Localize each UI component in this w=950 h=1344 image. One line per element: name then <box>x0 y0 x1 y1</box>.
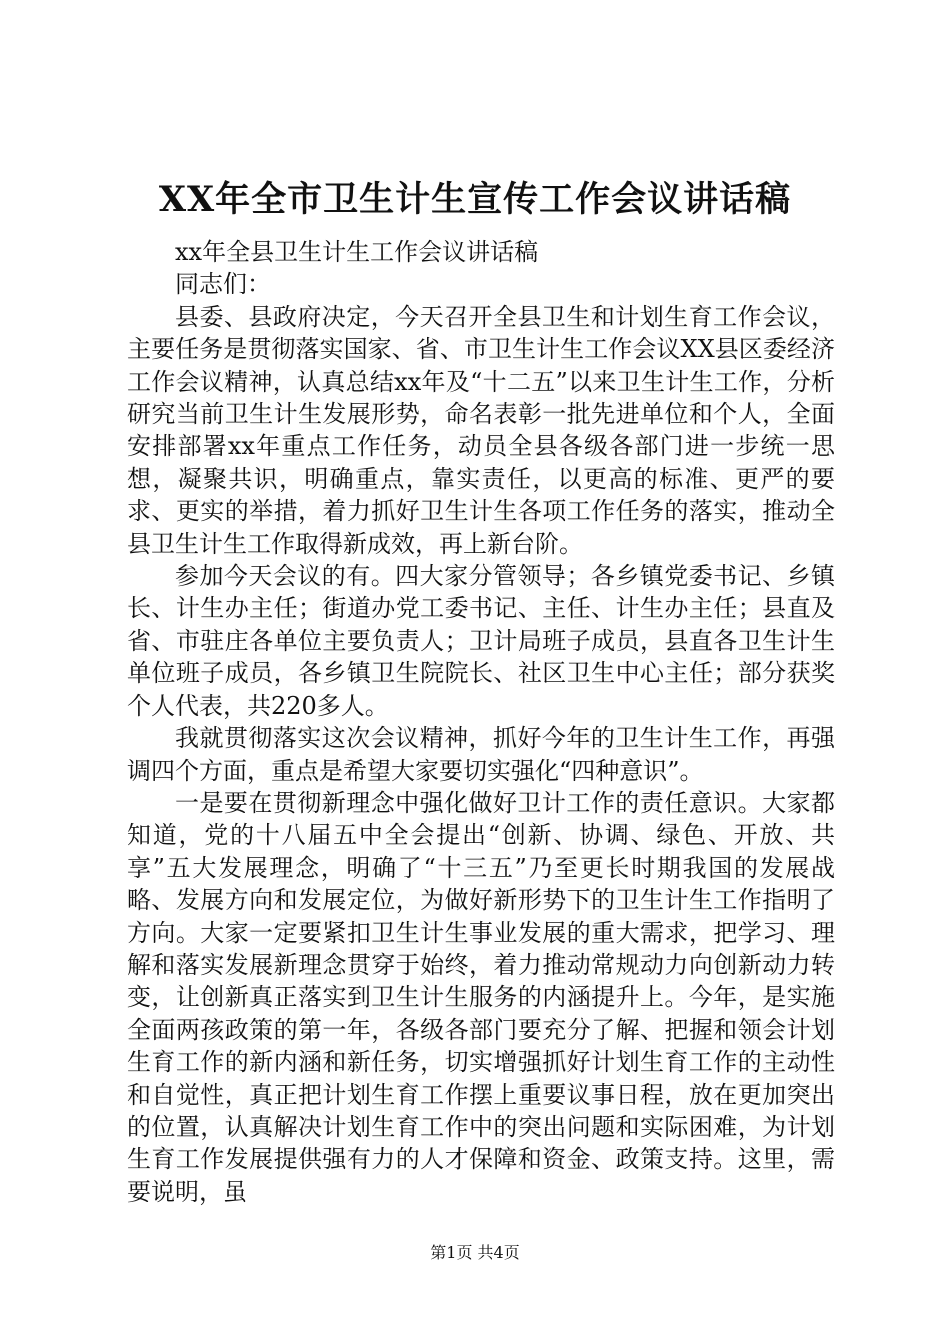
document-title: XX年全市卫生计生宣传工作会议讲话稿 <box>158 179 792 220</box>
document-body <box>127 236 835 1208</box>
salutation-line: 同志们： <box>175 270 271 299</box>
paragraph-emphasis: 我就贯彻落实这次会议精神，抓好今年的卫生计生工作，再强调四个方面，重点是希望大家要切实强化“四种意识”。 <box>127 724 835 785</box>
page-number-footer: 第1页 共4页 <box>430 1243 520 1262</box>
subtitle-line: xx年全县卫生计生工作会议讲话稿 <box>175 238 539 266</box>
paragraph-attendees: 参加今天会议的有。四大家分管领导；各乡镇党委书记、乡镇长、计生办主任；街道办党工委书记、主任、计生办主任；县直及省、市驻庄各单位主要负责人；卫计局班子成员，县直各卫生计生单位班子成员，各乡镇卫生院院长、社区卫生中心主任；部分获奖个人代表，共220多人。 <box>127 562 835 720</box>
paragraph-intro: 县委、县政府决定，今天召开全县卫生和计划生育工作会议，主要任务是贯彻落实国家、省、市卫生计生工作会议XX县区委经济工作会议精神，认真总结xx年及“十二五”以来卫生计生工作，分析研究当前卫生计生发展形势，命名表彰一批先进单位和个人，全面安排部署xx年重点工作任务，动员全县各级各部门进一步统一思想，凝聚共识，明确重点，靠实责任，以更高的标准、更严的要求、更实的举措，着力抓好卫生计生各项工作任务的落实，推动全县卫生计生工作取得新成效，再上新台阶。 <box>127 302 835 558</box>
paragraph-point-one: 一是要在贯彻新理念中强化做好卫计工作的责任意识。大家都知道，党的十八届五中全会提出“创新、协调、绿色、开放、共享”五大发展理念，明确了“十三五”乃至更长时期我国的发展战略、发展方向和发展定位，为做好新形势下的卫生计生工作指明了方向。大家一定要紧扣卫生计生事业发展的重大需求，把学习、理解和落实发展新理念贯穿于始终，着力推动常规动力向创新动力转变，让创新真正落实到卫生计生服务的内涵提升上。今年，是实施全面两孩政策的第一年，各级各部门要充分了解、把握和领会计划生育工作的新内涵和新任务，切实增强抓好计划生育工作的主动性和自觉性，真正把计划生育工作摆上重要议事日程，放在更加突出的位置，认真解决计划生育工作中的突出问题和实际困难，为计划生育工作发展提供强有力的人才保障和资金、政策支持。这里，需要说明，虽 <box>127 788 835 1206</box>
